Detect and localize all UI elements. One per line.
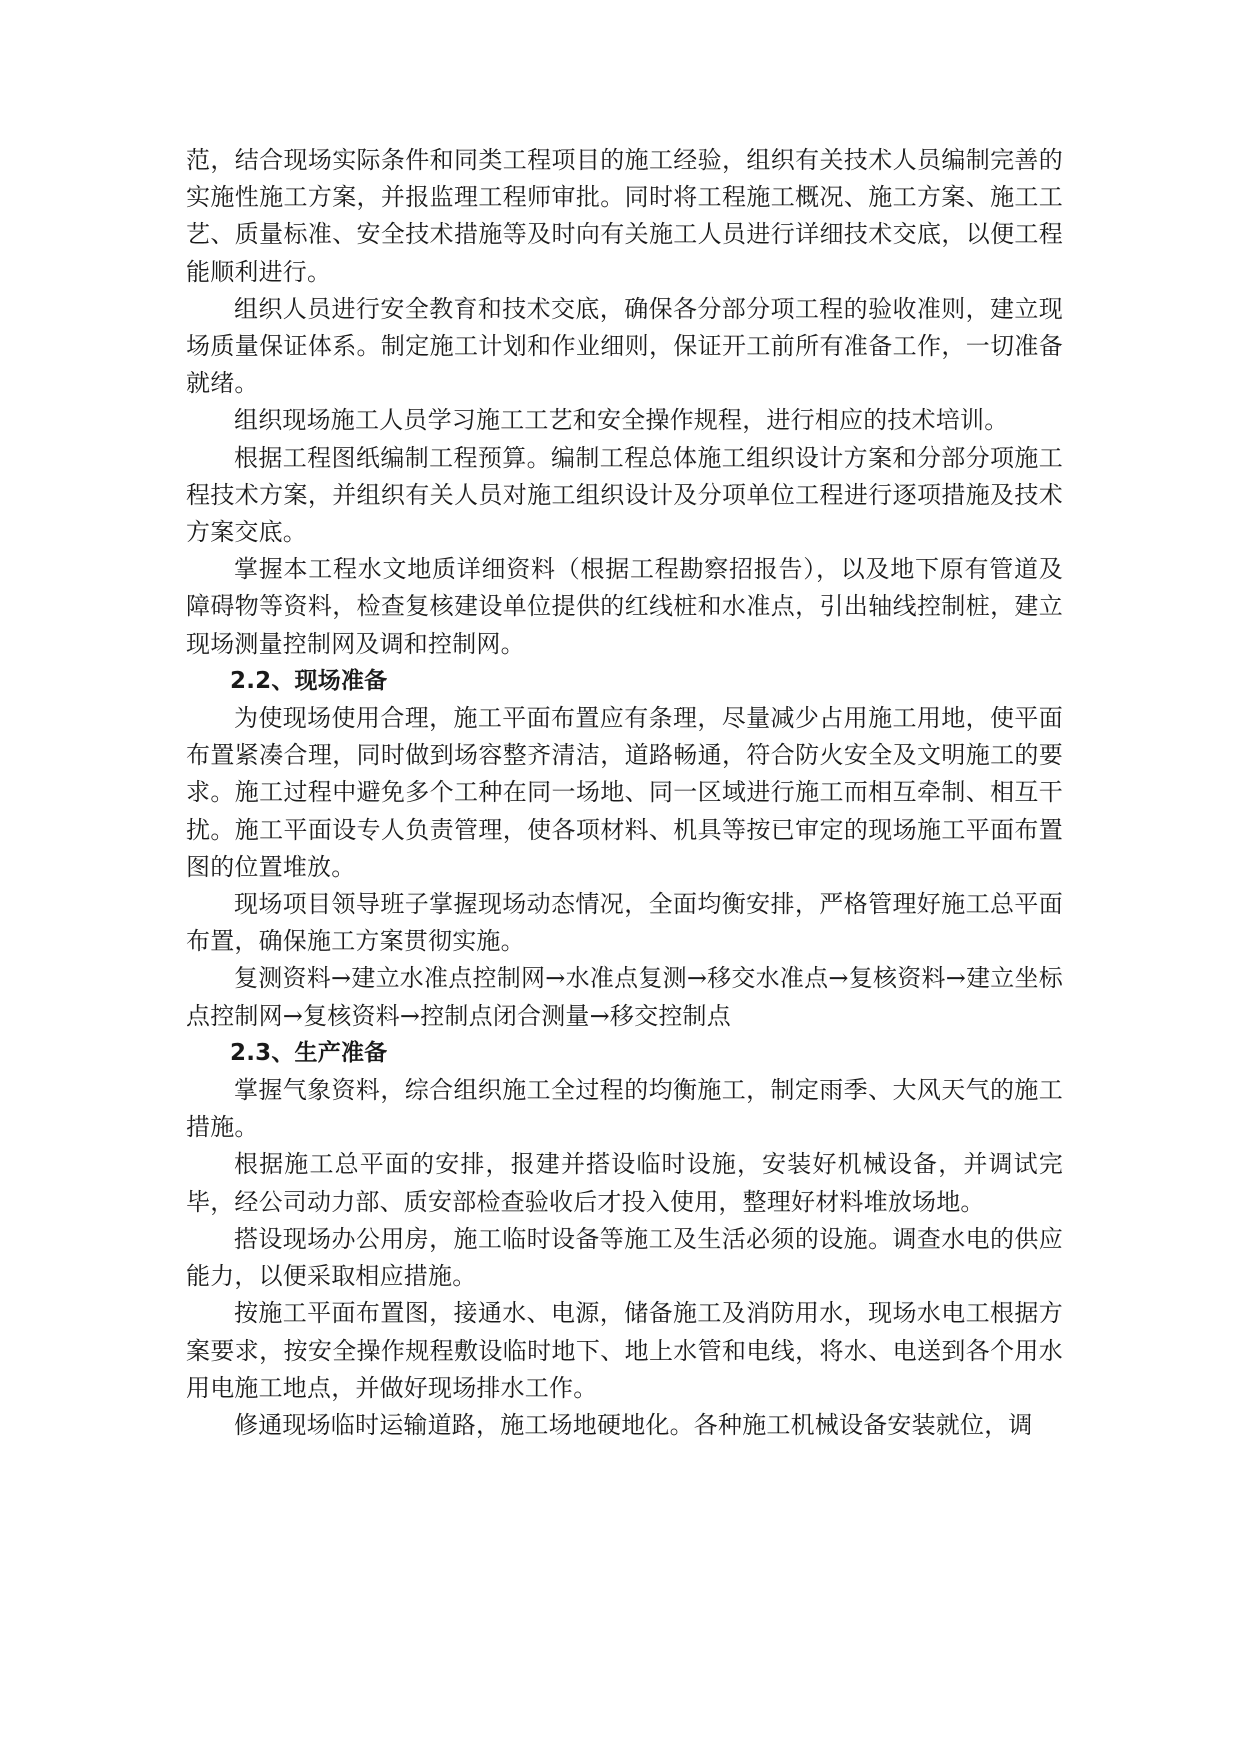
- paragraph-8: 复测资料→建立水准点控制网→水准点复测→移交水准点→复核资料→建立坐标点控制网→复核资料→控制点闭合测量→移交控制点: [186, 964, 1063, 1030]
- paragraph-13: 修通现场临时运输道路，施工场地硬地化。各种施工机械设备安装就位，调: [234, 1410, 1033, 1439]
- paragraph-12: 按施工平面布置图，接通水、电源，储备施工及消防用水，现场水电工根据方案要求，按安全操作规程敷设临时地下、地上水管和电线，将水、电送到各个用水用电施工地点，并做好现场排水工作。: [186, 1299, 1063, 1402]
- paragraph-3: 组织现场施工人员学习施工工艺和安全操作规程，进行相应的技术培训。: [234, 406, 1009, 435]
- paragraph-11: 搭设现场办公用房，施工临时设备等施工及生活必须的设施。调查水电的供应能力，以便采取相应措施。: [186, 1224, 1063, 1291]
- paragraph-1: 范，结合现场实际条件和同类工程项目的施工经验，组织有关技术人员编制完善的实施性施工方案，并报监理工程师审批。同时将工程施工概况、施工方案、施工工艺、质量标准、安全技术措施等及时向有关施工人员进行详细技术交底，以便工程能顺利进行。: [186, 146, 1063, 286]
- paragraph-5: 掌握本工程水文地质详细资料（根据工程勘察招报告），以及地下原有管道及障碍物等资料，检查复核建设单位提供的红线桩和水准点，引出轴线控制桩，建立现场测量控制网及调和控制网。: [186, 555, 1063, 658]
- paragraph-9: 掌握气象资料，综合组织施工全过程的均衡施工，制定雨季、大风天气的施工措施。: [186, 1076, 1063, 1142]
- paragraph-6: 为使现场使用合理，施工平面布置应有条理，尽量减少占用施工用地，使平面布置紧凑合理，同时做到场容整齐清洁，道路畅通，符合防火安全及文明施工的要求。施工过程中避免多个工种在同一场地、同一区域进行施工而相互牵制、相互干扰。施工平面设专人负责管理，使各项材料、机具等按已审定的现场施工平面布置图的位置堆放。: [186, 704, 1063, 881]
- section-heading-2-2: 2.2、现场准备: [230, 667, 388, 694]
- section-heading-2-3: 2.3、生产准备: [230, 1039, 388, 1066]
- paragraph-7: 现场项目领导班子掌握现场动态情况，全面均衡安排，严格管理好施工总平面布置，确保施工方案贯彻实施。: [186, 890, 1063, 956]
- paragraph-2: 组织人员进行安全教育和技术交底，确保各分部分项工程的验收准则，建立现场质量保证体系。制定施工计划和作业细则，保证开工前所有准备工作，一切准备就绪。: [186, 294, 1063, 398]
- paragraph-10: 根据施工总平面的安排，报建并搭设临时设施，安装好机械设备，并调试完毕，经公司动力部、质安部检查验收后才投入使用，整理好材料堆放场地。: [186, 1150, 1063, 1216]
- paragraph-4: 根据工程图纸编制工程预算。编制工程总体施工组织设计方案和分部分项施工程技术方案，并组织有关人员对施工组织设计及分项单位工程进行逐项措施及技术方案交底。: [186, 443, 1063, 547]
